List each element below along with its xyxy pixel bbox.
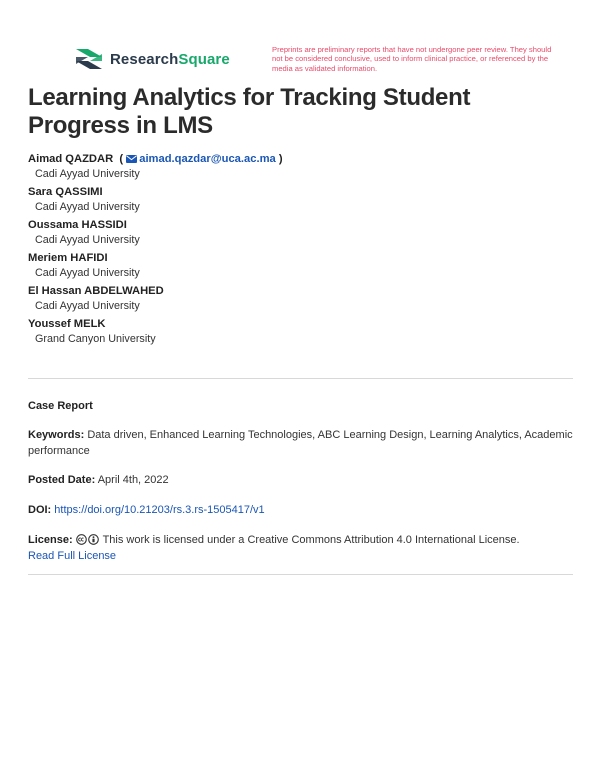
author-affiliation: Cadi Ayyad University xyxy=(35,267,140,279)
license-text: This work is licensed under a Creative Commons Attribution 4.0 International License. xyxy=(102,534,520,546)
divider xyxy=(28,378,573,379)
license xyxy=(28,532,573,564)
author-affiliation: Cadi Ayyad University xyxy=(35,201,140,213)
license-label: License: xyxy=(28,534,73,546)
author-list xyxy=(28,152,578,350)
author-affiliation: Cadi Ayyad University xyxy=(35,234,140,246)
author-item xyxy=(28,185,578,215)
creative-commons-icon xyxy=(76,534,87,545)
author-item xyxy=(28,284,578,314)
attribution-icon xyxy=(88,534,99,545)
posted-date-value: April 4th, 2022 xyxy=(97,474,169,486)
divider xyxy=(28,574,573,575)
posted-date-label: Posted Date: xyxy=(28,474,96,486)
research-square-logo[interactable] xyxy=(74,46,230,72)
brand-name-part2: Square xyxy=(178,50,230,68)
read-full-license-link[interactable]: Read Full License xyxy=(28,550,117,562)
brand-name-part1: Research xyxy=(110,50,179,68)
doi xyxy=(28,502,573,518)
doi-label: DOI: xyxy=(28,504,52,516)
author-item xyxy=(28,152,578,182)
author-affiliation: Grand Canyon University xyxy=(35,333,156,345)
preprint-notice: Preprints are preliminary reports that have not undergone peer review. They should not be considered conclusive, used to inform clinical practice, or referenced by the media as validated information. xyxy=(272,45,552,73)
author-name: Meriem HAFIDI xyxy=(28,252,108,264)
brand-name xyxy=(110,51,230,68)
doi-link[interactable]: https://doi.org/10.21203/rs.3.rs-1505417/v1 xyxy=(54,504,265,516)
author-item xyxy=(28,317,578,347)
author-name: Sara QASSIMI xyxy=(28,186,103,198)
author-name: Aimad QAZDAR xyxy=(28,153,114,165)
author-name: Youssef MELK xyxy=(28,318,106,330)
author-affiliation: Cadi Ayyad University xyxy=(35,168,140,180)
author-email-group: ( aimad.qazdar@uca.ac.ma ) xyxy=(116,153,283,165)
author-email-link[interactable]: aimad.qazdar@uca.ac.ma xyxy=(139,153,276,165)
paper-title: Learning Analytics for Tracking Student Progress in LMS xyxy=(28,84,471,139)
author-name: Oussama HASSIDI xyxy=(28,219,127,231)
article-type-label: Case Report xyxy=(28,400,93,412)
article-type xyxy=(28,398,573,414)
envelope-icon xyxy=(126,155,137,163)
keywords-label: Keywords: xyxy=(28,429,85,441)
keywords-value: Data driven, Enhanced Learning Technologies, ABC Learning Design, Learning Analytics, Academic performance xyxy=(28,429,573,457)
author-affiliation: Cadi Ayyad University xyxy=(35,300,140,312)
author-name: El Hassan ABDELWAHED xyxy=(28,285,164,297)
posted-date xyxy=(28,472,573,488)
author-item xyxy=(28,251,578,281)
research-square-logo-icon xyxy=(74,46,104,72)
author-item xyxy=(28,218,578,248)
keywords xyxy=(28,427,573,459)
